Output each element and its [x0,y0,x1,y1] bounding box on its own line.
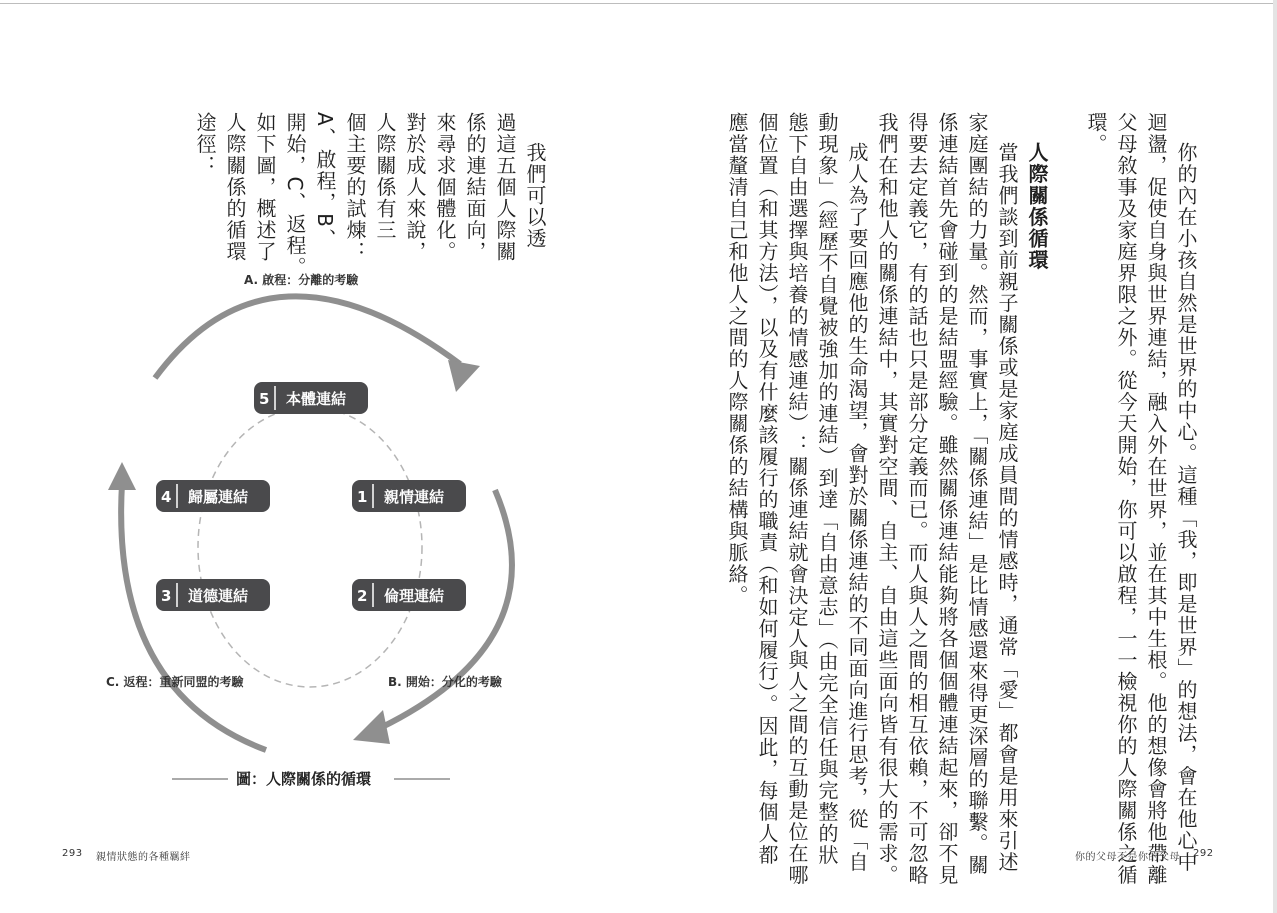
arc-a-departure [155,296,460,378]
right-para3-line3: 態下自由選擇與培養的情感連結）：關係連結就會決定人與人之間的互動是位在哪 [785,112,809,886]
left-intro-line1: 我們可以透 [523,142,547,250]
node-5 [254,382,368,414]
inner-dashed-ellipse [198,407,422,687]
node-2-label: 倫理連結 [384,587,445,605]
right-para1-line2: 迴盪，促使自身與世界連結，融入外在世界，並在其中生根。他的想像會將他帶離 [1144,112,1168,886]
arrow-head-b [353,710,390,744]
node-5-label: 本體連結 [286,390,347,408]
right-para2-line1: 當我們談到前親子關係或是家庭成員間的情感時，通常「愛」都會是用來引述 [995,142,1019,873]
left-footer-title: 親情狀態的各種羈絆 [96,852,191,863]
right-para2-line5: 我們在和他人的關係連結中，其實對空間、自主、自由這些面向皆有很大的需求。 [875,112,899,886]
stage-c-label: C. 返程：重新同盟的考驗 [106,675,244,689]
node-1 [352,480,466,512]
right-para1-line3: 父母敘事及家庭界限之外。從今天開始，你可以啟程，一一檢視你的人際關係之循 [1114,112,1138,886]
node-4-label: 歸屬連結 [188,488,249,506]
right-para3-line5: 應當釐清自己和他人之間的人際關係的結構與脈絡。 [725,112,749,607]
arc-c-return [121,484,266,750]
arrow-head-a [448,360,480,392]
right-page-number: 292 [1193,848,1214,859]
node-4 [156,480,270,512]
left-intro-line2: 過這五個人際關 [493,112,517,263]
right-para3-line4: 個位置（和其方法），以及有什麼該履行的職責（和如何履行）。因此，每個人都 [755,112,779,866]
left-intro-line8: A、啟程，B、 [313,112,337,250]
right-para2-line3: 係連結首先會碰到的是結盟經驗。雖然關係連結能夠將各個個體連結起來，卻不見 [935,112,959,886]
left-page-number: 293 [62,848,83,859]
right-para3-line1: 成人為了要回應他的生命渴望，會對於關係連結的不同面向進行思考，從「自 [845,142,869,873]
relationship-cycle-diagram [100,262,540,802]
section-heading: 人際關係循環 [1025,142,1049,271]
left-intro-line12: 途徑： [193,112,217,177]
left-intro-line5: 對於成人來說， [403,112,427,263]
top-border [0,3,1277,4]
left-intro-line4: 來尋求個體化。 [433,112,457,263]
left-intro-line9: 開始，C、返程。 [283,112,307,278]
node-2 [352,579,466,611]
node-3 [156,579,270,611]
node-4-number: 4 [161,488,172,506]
left-intro-line10: 如下圖，概述了 [253,112,277,263]
left-intro-line11: 人際關係的循環 [223,112,247,263]
left-intro-line6: 人際關係有三 [373,112,397,241]
node-3-number: 3 [161,587,172,605]
stage-a-label: A. 啟程：分離的考驗 [244,273,359,287]
right-footer-title: 你的父母不是你的父母 [1075,852,1180,863]
node-5-number: 5 [259,390,270,408]
right-para3-line2: 動現象」（經歷不自覺被強加的連結）到達「自由意志」（由完全信任與完整的狀 [815,112,839,866]
right-para2-line4: 得要去定義它，有的話也只是部分定義而已。而人與人之間的相互依賴，不可忽略 [905,112,929,886]
right-para2-line2: 家庭團結的力量。然而，事實上，「關係連結」是比情感還來得更深層的聯繫。關 [965,112,989,876]
node-1-number: 1 [357,488,368,506]
left-intro-line7: 個主要的試煉： [343,112,367,263]
diagram-caption: 圖：人際關係的循環 [236,770,372,788]
right-para1-line4: 環。 [1084,112,1108,155]
node-1-label: 親情連結 [384,488,445,506]
right-para1-line1: 你的內在小孩自然是世界的中心。這種「我，即是世界」的想法，會在他心中 [1174,142,1198,873]
left-intro-line3: 係的連結面向， [463,112,487,263]
page-edge [1273,0,1277,913]
stage-b-label: B. 開始：分化的考驗 [388,675,502,689]
node-2-number: 2 [357,587,368,605]
arrow-head-c [108,462,136,490]
node-3-label: 道德連結 [188,587,249,605]
